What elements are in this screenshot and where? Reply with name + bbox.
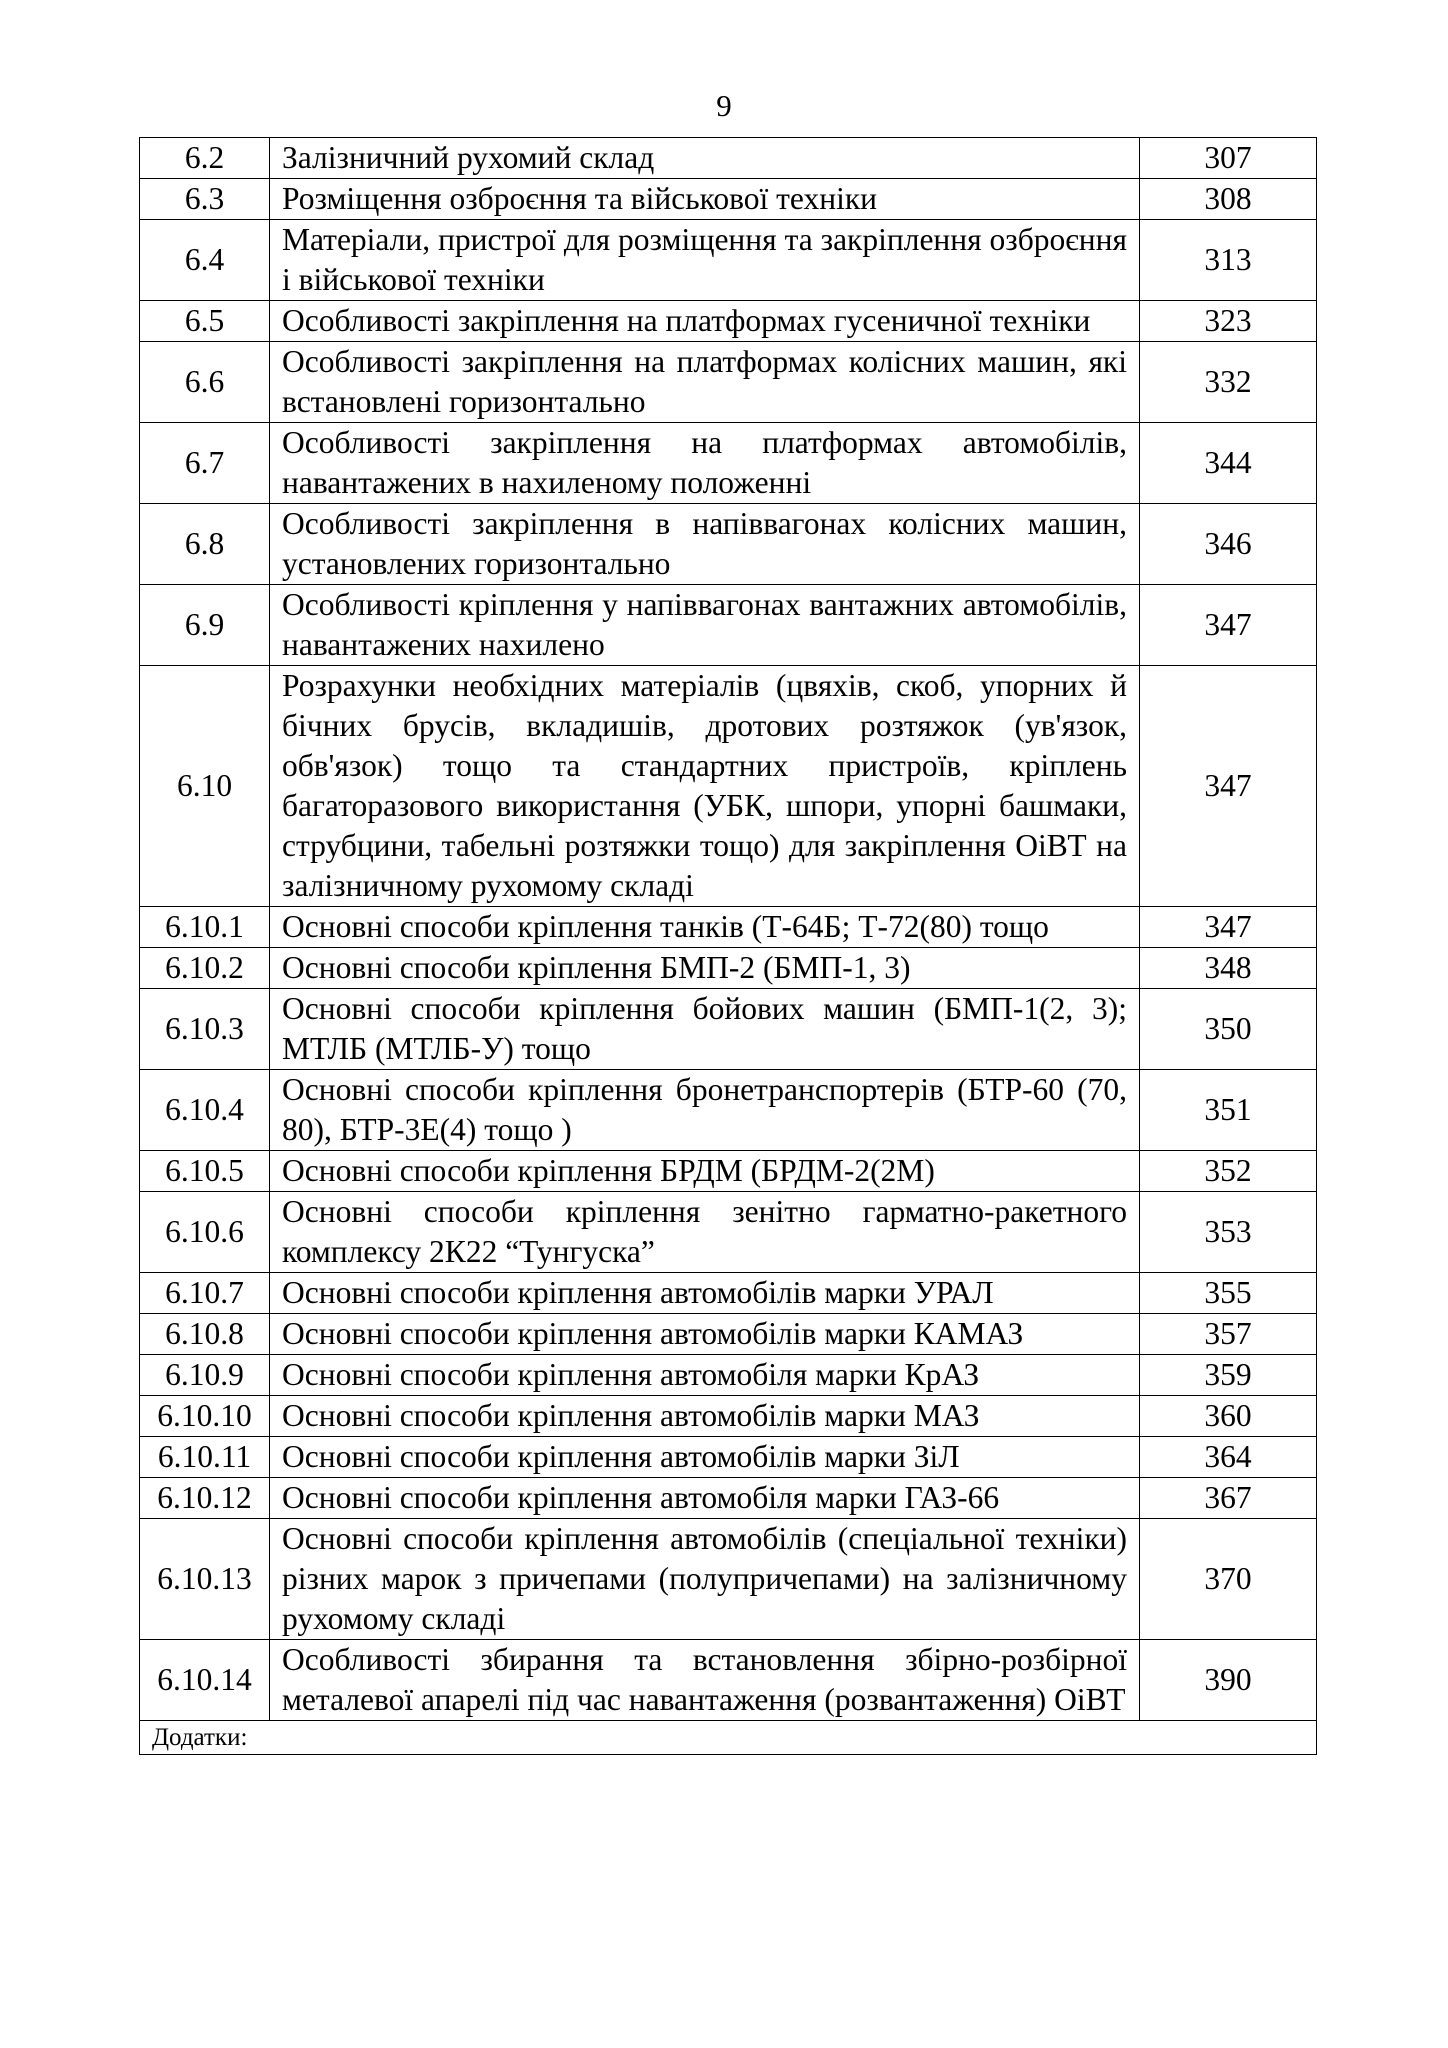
section-title: Основні способи кріплення автомобіля марки КрАЗ [270,1355,1140,1396]
section-number: 6.10.4 [140,1070,270,1151]
section-number: 6.8 [140,504,270,585]
section-page: 344 [1140,423,1317,504]
table-row [140,1070,1317,1151]
section-number: 6.10.13 [140,1519,270,1640]
section-title: Особливості закріплення в напіввагонах колісних машин, установлених горизонтально [270,504,1140,585]
section-title: Основні способи кріплення автомобілів (спеціальної техніки) різних марок з причепами (полупричепами) на залізничному рухомому складі [270,1519,1140,1640]
section-number: 6.10 [140,666,270,907]
section-title: Особливості закріплення на платформах гусеничної техніки [270,301,1140,342]
section-number: 6.10.12 [140,1478,270,1519]
section-number: 6.10.6 [140,1192,270,1273]
section-number: 6.10.9 [140,1355,270,1396]
section-page: 313 [1140,220,1317,301]
section-page: 364 [1140,1437,1317,1478]
section-number: 6.10.7 [140,1273,270,1314]
table-row [140,504,1317,585]
section-page: 332 [1140,342,1317,423]
table-row [140,585,1317,666]
section-number: 6.10.8 [140,1314,270,1355]
section-number: 6.10.3 [140,989,270,1070]
table-row [140,423,1317,504]
table-row [140,948,1317,989]
table-of-contents [139,137,1317,1755]
section-title: Основні способи кріплення автомобілів марки КАМАЗ [270,1314,1140,1355]
section-title: Особливості закріплення на платформах колісних машин, які встановлені горизонтально [270,342,1140,423]
section-number: 6.10.11 [140,1437,270,1478]
table-row [140,220,1317,301]
section-title: Основні способи кріплення автомобіля марки ГАЗ-66 [270,1478,1140,1519]
section-title: Основні способи кріплення бойових машин (БМП-1(2, 3); МТЛБ (МТЛБ-У) тощо [270,989,1140,1070]
section-number: 6.10.5 [140,1151,270,1192]
section-page: 307 [1140,138,1317,179]
section-number: 6.10.1 [140,907,270,948]
section-number: 6.9 [140,585,270,666]
section-page: 357 [1140,1314,1317,1355]
section-page: 347 [1140,666,1317,907]
section-title: Основні способи кріплення БРДМ (БРДМ-2(2М) [270,1151,1140,1192]
section-title: Матеріали, пристрої для розміщення та закріплення озброєння і військової техніки [270,220,1140,301]
section-title: Основні способи кріплення автомобілів марки МАЗ [270,1396,1140,1437]
section-title: Особливості закріплення на платформах автомобілів, навантажених в нахиленому положенні [270,423,1140,504]
section-page: 347 [1140,585,1317,666]
table-row [140,1396,1317,1437]
section-number: 6.10.2 [140,948,270,989]
table-row [140,1273,1317,1314]
section-title: Основні способи кріплення автомобілів марки УРАЛ [270,1273,1140,1314]
table-row [140,342,1317,423]
section-page: 359 [1140,1355,1317,1396]
section-number: 6.2 [140,138,270,179]
section-number: 6.6 [140,342,270,423]
section-title: Основні способи кріплення БМП-2 (БМП-1, 3) [270,948,1140,989]
section-page: 353 [1140,1192,1317,1273]
section-title: Основні способи кріплення зенітно гарматно-ракетного комплексу 2К22 “Тунгуска” [270,1192,1140,1273]
section-number: 6.10.14 [140,1640,270,1721]
section-page: 355 [1140,1273,1317,1314]
table-row [140,1437,1317,1478]
section-page: 347 [1140,907,1317,948]
table-row [140,989,1317,1070]
section-page: 350 [1140,989,1317,1070]
section-title: Особливості кріплення у напіввагонах вантажних автомобілів, навантажених нахилено [270,585,1140,666]
toc-body [140,138,1317,1755]
section-title: Розміщення озброєння та військової техніки [270,179,1140,220]
table-row [140,1478,1317,1519]
section-page: 308 [1140,179,1317,220]
table-row [140,138,1317,179]
table-row [140,1355,1317,1396]
section-page: 323 [1140,301,1317,342]
table-row [140,1314,1317,1355]
section-number: 6.7 [140,423,270,504]
table-row [140,1192,1317,1273]
table-row [140,301,1317,342]
appendix-label: Додатки: [140,1721,1317,1755]
page-number: 9 [716,88,732,123]
section-page: 351 [1140,1070,1317,1151]
table-row [140,1640,1317,1721]
section-title: Залізничний рухомий склад [270,138,1140,179]
section-page: 390 [1140,1640,1317,1721]
section-number: 6.3 [140,179,270,220]
table-row [140,907,1317,948]
appendix-row [140,1721,1317,1755]
section-title: Основні способи кріплення автомобілів марки ЗіЛ [270,1437,1140,1478]
table-row [140,666,1317,907]
section-page: 370 [1140,1519,1317,1640]
section-page: 348 [1140,948,1317,989]
table-row [140,1151,1317,1192]
section-number: 6.10.10 [140,1396,270,1437]
section-page: 360 [1140,1396,1317,1437]
table-row [140,179,1317,220]
section-page: 352 [1140,1151,1317,1192]
table-row [140,1519,1317,1640]
section-number: 6.4 [140,220,270,301]
section-title: Особливості збирання та встановлення збірно-розбірної металевої апарелі під час навантаження (розвантаження) ОіВТ [270,1640,1140,1721]
section-page: 367 [1140,1478,1317,1519]
section-title: Основні способи кріплення танків (Т-64Б; Т-72(80) тощо [270,907,1140,948]
section-number: 6.5 [140,301,270,342]
section-title: Розрахунки необхідних матеріалів (цвяхів, скоб, упорних й бічних брусів, вкладишів, дротових розтяжок (ув'язок, обв'язок) тощо та стандартних пристроїв, кріплень багаторазового використання (УБК, шпори, упорні башмаки, струбцини, табельні розтяжки тощо) для закріплення ОіВТ на залізничному рухомому складі [270,666,1140,907]
section-title: Основні способи кріплення бронетранспортерів (БТР-60 (70, 80), БТР-3Е(4) тощо ) [270,1070,1140,1151]
section-page: 346 [1140,504,1317,585]
